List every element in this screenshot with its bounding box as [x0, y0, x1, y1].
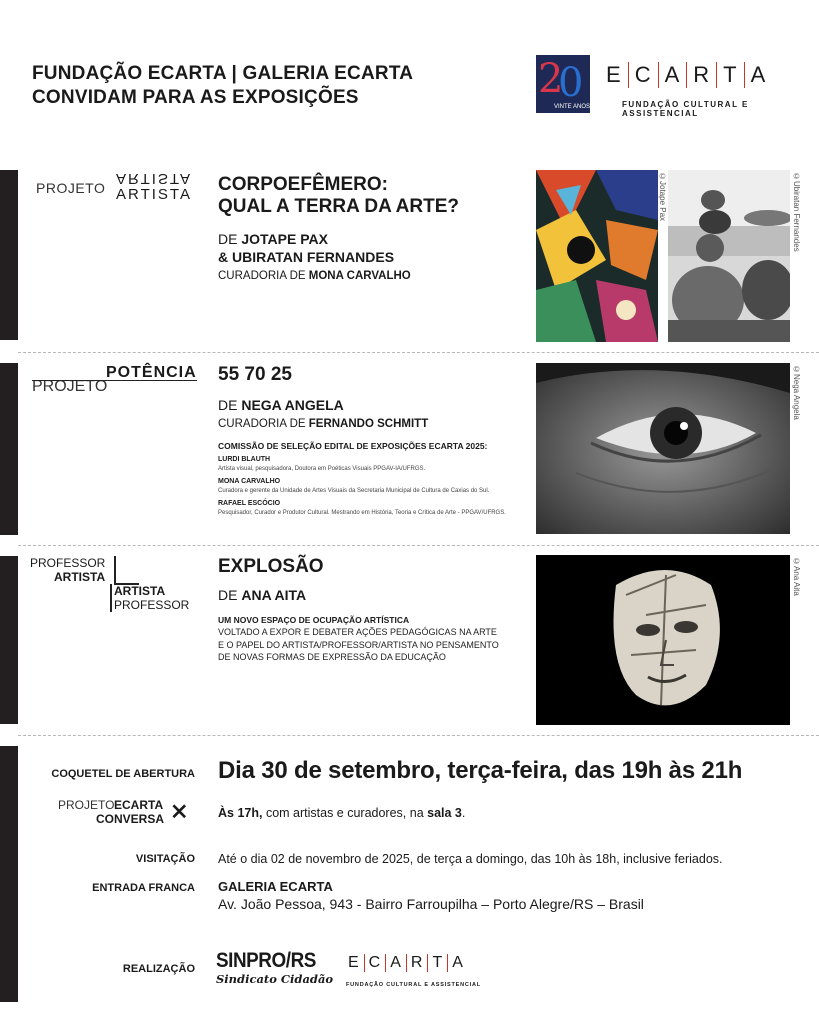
exhibition-title: 55 70 25 [218, 364, 292, 385]
divider [18, 352, 819, 353]
professor-artista-logo: PROFESSOR ARTISTA ARTISTA PROFESSOR [30, 556, 190, 612]
visit-label: VISITAÇÃO [135, 853, 195, 865]
commission-heading: COMISSÃO DE SELEÇÃO EDITAL DE EXPOSIÇÕES ECARTA 2025: [218, 441, 488, 451]
sinpro-logo: SINPRO/RS Sindicato Cidadão [216, 949, 334, 986]
title-line-1: FUNDAÇÃO ECARTA | GALERIA ECARTA [32, 63, 414, 84]
stones-photo-image [668, 170, 790, 342]
realization-label: REALIZAÇÃO [122, 963, 195, 975]
visit-info: Até o dia 02 de novembro de 2025, de terça a domingo, das 10h às 18h, inclusive feriados. [218, 852, 723, 866]
ecarta-footer-sub: FUNDAÇÃO CULTURAL E ASSISTENCIAL [346, 982, 481, 988]
gallery-address: Av. João Pessoa, 943 - Bairro Farroupilha – Porto Alegre/RS – Brasil [218, 896, 644, 912]
section-bar [0, 363, 18, 535]
entry-label: ENTRADA FRANCA [92, 882, 195, 894]
exhibition-title: EXPLOSÃO [218, 556, 324, 577]
ecarta-subtitle: FUNDAÇÃO CULTURAL E ASSISTENCIAL [622, 100, 749, 118]
project-potencia-logo: PROJETO POTÊNCIA [32, 364, 197, 395]
ecarta-conversa-logo: PROJETO ECARTA CONVERSA ⨯ [58, 798, 189, 826]
opening-label: COQUETEL DE ABERTURA [51, 768, 195, 780]
ecarta-logo: E C A R T A [606, 62, 767, 87]
twenty-years-logo: 2 0 VINTE ANOS [536, 55, 590, 113]
conversa-icon: ⨯ [170, 798, 189, 823]
mask-sculpture-image [536, 555, 790, 725]
exhibition-title-2: QUAL A TERRA DA ARTE? [218, 196, 460, 217]
exhibition-2: 55 70 25 DE NEGA ANGELA CURADORIA DE FERNANDO SCHMITT COMISSÃO DE SELEÇÃO EDITAL DE EXPOSIÇÕES ECARTA 2025: LURDI BLAUTH Artista visual, pesquisadora, Doutora em Poéticas Visuais PPGAV-IA/UFRGS. MONA CARVALHO Curadora e gerente da Unidade de Artes Visuais da Secretaria Municipal de Cultura de Caxias do Sul. RAFAEL ESCÓCIO Pesquisador, Curador e Produtor Cultural. Mestrando em História, Teoria e Crítica de Arte - PPGAV/UFRGS. [218, 364, 528, 518]
conversa-info: Às 17h, com artistas e curadores, na sala 3. [218, 806, 466, 820]
photo-credit: ©Nega Angela [792, 365, 801, 420]
painting-artwork-image [536, 170, 658, 342]
commission-list: LURDI BLAUTH Artista visual, pesquisadora, Doutora em Poéticas Visuais PPGAV-IA/UFRGS. MONA CARVALHO Curadora e gerente da Unidade de Artes Visuais da Secretaria Municipal de Cultura de Caxias do Sul. RAFAEL ESCÓCIO Pesquisador, Curador e Produtor Cultural. Mestrando em História, Teoria e Crítica de Arte - PPGAV/UFRGS. [218, 456, 506, 516]
exhibition-1: CORPOEFÊMERO: QUAL A TERRA DA ARTE? DE JOTAPE PAX & UBIRATAN FERNANDES CURADORIA DE MONA CARVALHO [218, 174, 460, 282]
divider [18, 735, 819, 736]
section-bar [0, 556, 18, 724]
section-bar [0, 170, 18, 340]
photo-credit: ©Jotape Pax [658, 172, 667, 222]
opening-date: Dia 30 de setembro, terça-feira, das 19h às 21h [218, 757, 743, 784]
eye-photo-image [536, 363, 790, 534]
photo-credit: ©Ana Aita [792, 557, 801, 596]
page-title [32, 62, 413, 110]
gallery-name: GALERIA ECARTA [218, 879, 333, 894]
divider [18, 545, 819, 546]
photo-credit: ©Ubiratan Fernandes [792, 172, 801, 252]
title-line-2: CONVIDAM PARA AS EXPOSIÇÕES [32, 87, 359, 108]
ecarta-footer-logo: E C A R T A [348, 954, 464, 971]
exhibition-title: CORPOEFÊMERO: [218, 174, 388, 195]
exhibition-3: EXPLOSÃO DE ANA AITA UM NOVO ESPAÇO DE OCUPAÇÃO ARTÍSTICA VOLTADO A EXPOR E DEBATER AÇÕES PEDAGÓGICAS NA ARTE E O PAPEL DO ARTISTA/PROFESSOR/ARTISTA NO PENSAMENTO DE NOVAS FORMAS DE EXPRESSÃO DA EDUCAÇÃO [218, 556, 528, 664]
